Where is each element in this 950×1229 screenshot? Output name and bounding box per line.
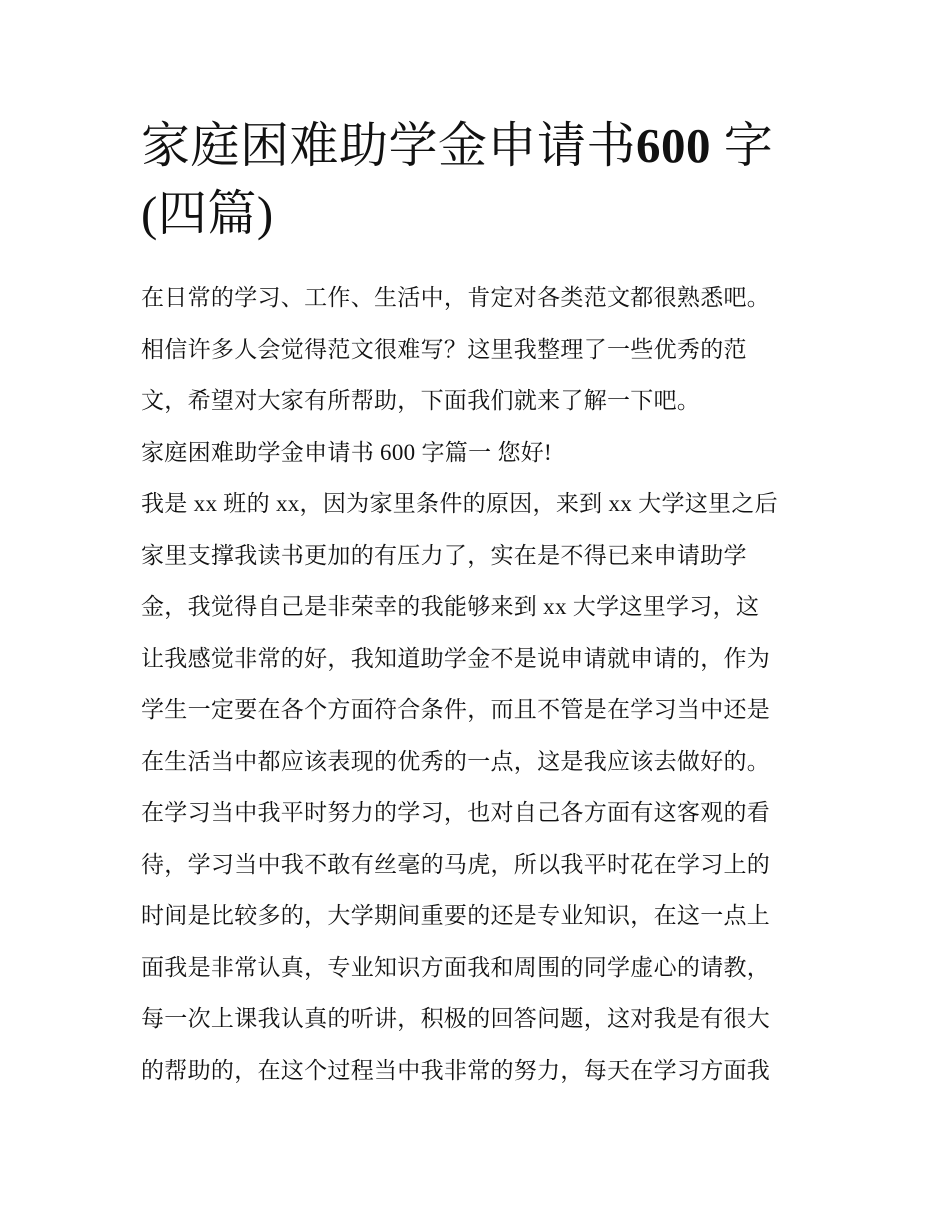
- body-line: 金，我觉得自己是非荣幸的我能够来到 xx 大学这里学习，这: [141, 594, 760, 619]
- body-line: 我是 xx 班的 xx，因为家里条件的原因，来到 xx 大学这里之后: [141, 491, 778, 516]
- title-unit: 字: [711, 118, 774, 173]
- body-line: 待，学习当中我不敢有丝毫的马虎，所以我平时花在学习上的: [141, 851, 771, 877]
- body-line: 时间是比较多的，大学期间重要的还是专业知识，在这一点上: [141, 903, 771, 928]
- body-line: 在学习当中我平时努力的学习，也对自己各方面有这客观的看: [141, 800, 771, 825]
- body-line: 让我感觉非常的好，我知道助学金不是说申请就申请的，作为: [141, 645, 771, 671]
- body-line: 的帮助的，在这个过程当中我非常的努力，每天在学习方面我: [141, 1057, 771, 1083]
- body-line: 家里支撑我读书更加的有压力了，实在是不得已来申请助学: [141, 542, 747, 568]
- title-subtitle: (四篇): [141, 186, 274, 241]
- body-line: 在日常的学习、工作、生活中，肯定对各类范文都很熟悉吧。: [141, 285, 771, 310]
- body-line: 面我是非常认真，专业知识方面我和周围的同学虚心的请教，: [141, 954, 771, 980]
- body-line: 家庭困难助学金申请书 600 字篇一 您好!: [141, 439, 553, 465]
- body-line: 在生活当中都应该表现的优秀的一点，这是我应该去做好的。: [141, 748, 771, 774]
- body-line: 相信许多人会觉得范文很难写？这里我整理了一些优秀的范: [141, 336, 747, 362]
- document-content: [141, 112, 813, 1096]
- title-number: 600: [636, 118, 712, 173]
- body-line: 学生一定要在各个方面符合条件，而且不管是在学习当中还是: [141, 697, 771, 722]
- document-title: [141, 112, 813, 248]
- body-line: 每一次上课我认真的听讲，积极的回答问题，这对我是有很大: [141, 1006, 771, 1031]
- body-line: 文，希望对大家有所帮助，下面我们就来了解一下吧。: [141, 388, 701, 413]
- title-text: 家庭困难助学金申请书: [141, 118, 637, 173]
- document-body: [141, 272, 813, 1096]
